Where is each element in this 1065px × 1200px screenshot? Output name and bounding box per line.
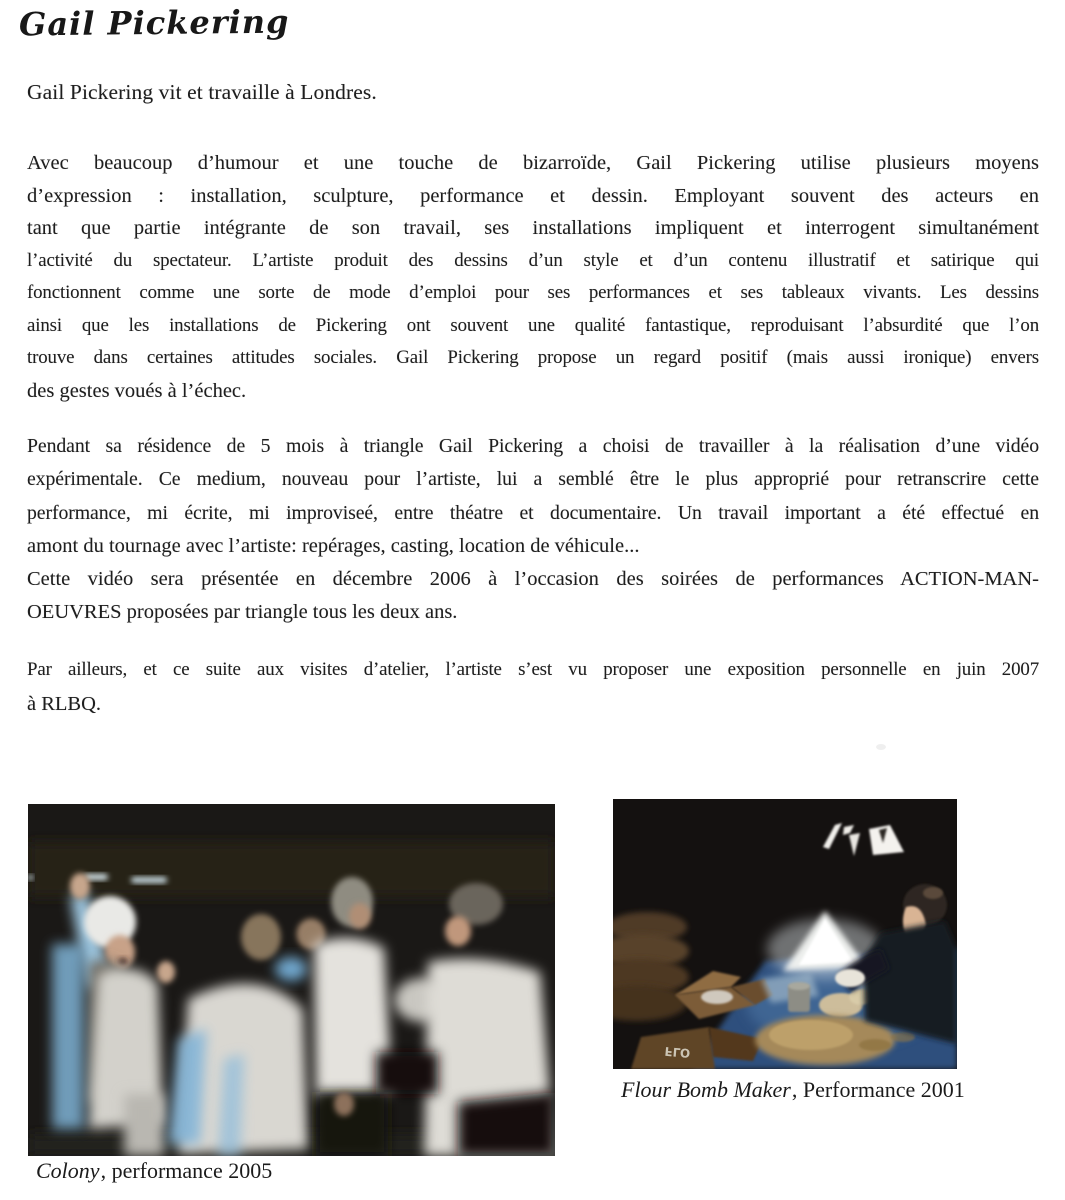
paragraph-residence [27, 430, 1039, 630]
text-line: performance, mi écrite, mi improviseé, entre théatre et documentaire. Un travail important a été effectué en [27, 501, 1039, 524]
text-line: tant que partie intégrante de son travail, ses installations impliquent et interrogent simultanément [27, 217, 1039, 239]
text-line: fonctionnent comme une sorte de mode d’emploi pour ses performances et ses tableaux vivants. Les dessins [27, 282, 1039, 303]
colony-photo-image [28, 804, 555, 1156]
text-line: Avec beaucoup d’humour et une touche de bizarroïde, Gail Pickering utilise plusieurs moyens [27, 152, 1039, 174]
text-line: expérimentale. Ce medium, nouveau pour l’artiste, lui a semblé être le plus approprié pour retranscrire cette [27, 468, 1039, 491]
text-line: Par ailleurs, et ce suite aux visites d’atelier, l’artiste s’est vu proposer une exposition personnelle en juin 2007 [27, 659, 1039, 680]
text-line: l’activité du spectateur. L’artiste produit des dessins d’un style et d’un contenu illustratif et satirique qui [27, 249, 1039, 271]
text-line: Pendant sa résidence de 5 mois à triangle Gail Pickering a choisi de travailler à la réalisation d’une vidéo [27, 435, 1039, 457]
text-line: ainsi que les installations de Pickering ont souvent une qualité fantastique, reproduisant l’absurdité que l’on [27, 314, 1039, 336]
caption-suffix: , Performance 2001 [791, 1077, 965, 1102]
flour-bomb-maker-caption [621, 1077, 965, 1103]
text-line: trouve dans certaines attitudes sociales. Gail Pickering propose un regard positif (mais aussi ironique) envers [27, 347, 1039, 368]
text-line: OEUVRES proposées par triangle tous les deux ans. [27, 601, 458, 624]
document-title: Gail Pickering [18, 2, 290, 44]
flour-bomb-maker-photo [613, 799, 957, 1069]
flour-bomb-maker-photo-image [613, 799, 957, 1069]
colony-photo [28, 804, 555, 1156]
intro-line: Gail Pickering vit et travaille à Londres. [27, 80, 377, 104]
text-line: à RLBQ. [27, 693, 102, 715]
text-line: d’expression : installation, sculpture, performance et dessin. Employant souvent des acteurs en [27, 184, 1039, 207]
text-line: Cette vidéo sera présentée en décembre 2006 à l’occasion des soirées de performances ACTION-MAN- [27, 568, 1039, 591]
caption-suffix: , performance 2005 [100, 1158, 273, 1183]
caption-title: Flour Bomb Maker [621, 1077, 791, 1102]
text-line: des gestes voués à l’échec. [27, 379, 247, 402]
paragraph-exhibition [27, 652, 1039, 722]
box-label-text: FLO [664, 1044, 691, 1061]
paragraph-about [27, 147, 1039, 407]
colony-caption [36, 1158, 272, 1184]
scan-artifact [876, 744, 886, 750]
text-line: amont du tournage avec l’artiste: repérages, casting, location de véhicule... [27, 534, 640, 557]
caption-title: Colony [36, 1158, 100, 1183]
